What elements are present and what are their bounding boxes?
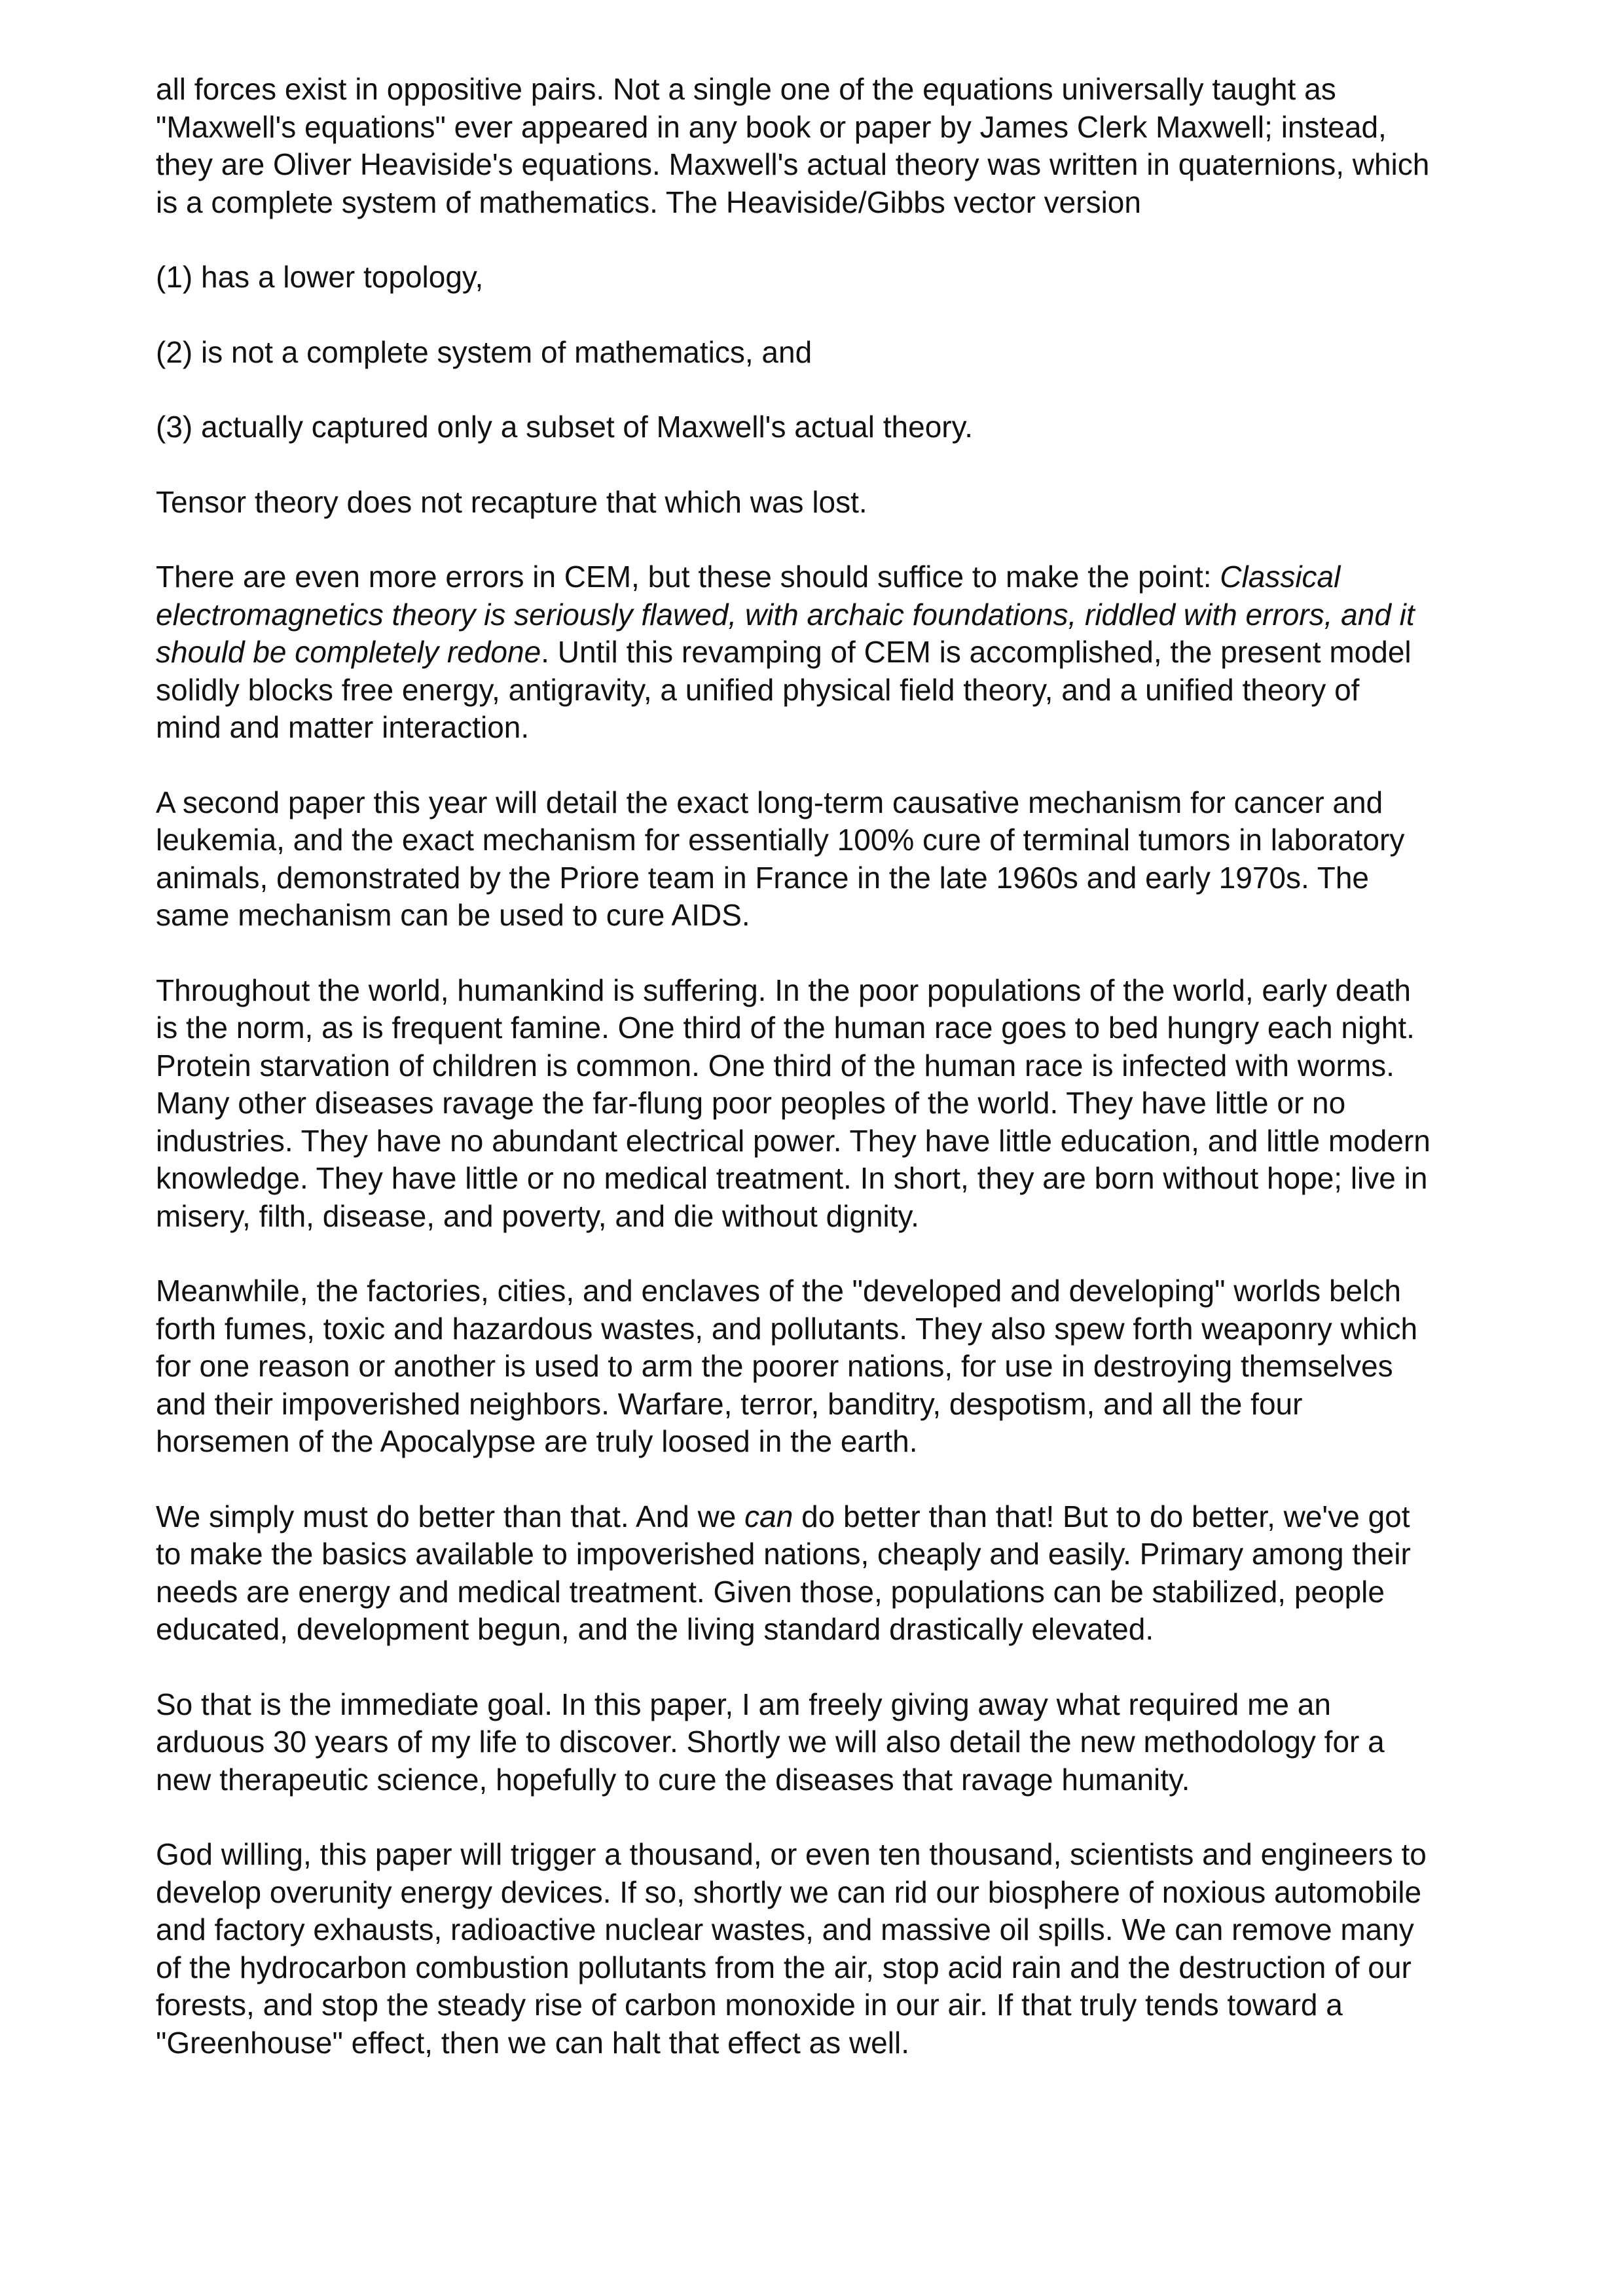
list-point-1 xyxy=(156,259,1550,296)
text-run: . Until this revamping of CEM is accomplished, the present model xyxy=(541,635,1412,669)
text-line: misery, filth, disease, and poverty, and die without dignity. xyxy=(156,1198,919,1233)
text-line: is a complete system of mathematics. The Heaviside/Gibbs vector version xyxy=(156,185,1141,219)
text-line: Throughout the world, humankind is suffering. In the poor populations of the world, early death xyxy=(156,973,1411,1007)
text-line: mind and matter interaction. xyxy=(156,710,530,744)
text-line: they are Oliver Heaviside's equations. Maxwell's actual theory was written in quaternions, which xyxy=(156,147,1430,181)
text-line xyxy=(156,634,1550,672)
paragraph-do-better xyxy=(156,1498,1550,1649)
text-line xyxy=(156,596,1550,634)
italic-emphasis: should be completely redone xyxy=(156,635,541,669)
text-line: A second paper this year will detail the exact long-term causative mechanism for cancer and xyxy=(156,785,1383,819)
italic-emphasis: can xyxy=(744,1499,793,1534)
text-run: There are even more errors in CEM, but these should suffice to make the point: xyxy=(156,560,1220,594)
text-line: and their impoverished neighbors. Warfare, terror, banditry, despotism, and all the four xyxy=(156,1386,1303,1421)
text-line xyxy=(156,558,1550,596)
text-line: (3) actually captured only a subset of Maxwell's actual theory. xyxy=(156,410,973,444)
paragraph-cem-errors xyxy=(156,558,1550,747)
italic-emphasis: electromagnetics theory is seriously flawed, with archaic foundations, riddled with errors, and it xyxy=(156,597,1415,632)
text-line: for one reason or another is used to arm the poorer nations, for use in destroying themselves xyxy=(156,1349,1393,1383)
text-line: develop overunity energy devices. If so, shortly we can rid our biosphere of noxious automobile xyxy=(156,1874,1422,1909)
text-line: Protein starvation of children is common. One third of the human race is infected with worms. xyxy=(156,1048,1395,1083)
text-line: industries. They have no abundant electrical power. They have little education, and little modern xyxy=(156,1123,1431,1158)
text-run: We simply must do better than that. And we xyxy=(156,1499,745,1534)
text-line: arduous 30 years of my life to discover. Shortly we will also detail the new methodology for a xyxy=(156,1725,1385,1759)
text-line: needs are energy and medical treatment. Given those, populations can be stabilized, people xyxy=(156,1574,1385,1609)
paragraph-second-paper xyxy=(156,784,1550,935)
text-run: do better than that! But to do better, we've got xyxy=(793,1499,1410,1534)
text-line: knowledge. They have little or no medical treatment. In short, they are born without hope; live in xyxy=(156,1161,1428,1195)
text-line: educated, development begun, and the living standard drastically elevated. xyxy=(156,1612,1154,1646)
text-line: horsemen of the Apocalypse are truly loosed in the earth. xyxy=(156,1424,918,1458)
list-point-2 xyxy=(156,334,1550,372)
paragraph-god-willing xyxy=(156,1836,1550,2062)
text-line: is the norm, as is frequent famine. One third of the human race goes to bed hungry each night. xyxy=(156,1011,1415,1045)
text-line: all forces exist in oppositive pairs. Not a single one of the equations universally taught as xyxy=(156,72,1336,106)
paragraph-tensor xyxy=(156,484,1550,522)
text-line: "Maxwell's equations" ever appeared in any book or paper by James Clerk Maxwell; instead, xyxy=(156,109,1387,144)
text-line: of the hydrocarbon combustion pollutants from the air, stop acid rain and the destruction of our xyxy=(156,1950,1412,1984)
text-line: Meanwhile, the factories, cities, and enclaves of the "developed and developing" worlds belch xyxy=(156,1274,1401,1308)
text-line: Tensor theory does not recapture that which was lost. xyxy=(156,484,867,519)
text-line: and factory exhausts, radioactive nuclear wastes, and massive oil spills. We can remove many xyxy=(156,1912,1414,1946)
text-line: to make the basics available to impoverished nations, cheaply and easily. Primary among their xyxy=(156,1537,1411,1571)
text-line: (1) has a lower topology, xyxy=(156,260,484,294)
text-line: So that is the immediate goal. In this paper, I am freely giving away what required me an xyxy=(156,1687,1331,1721)
text-line: God willing, this paper will trigger a thousand, or even ten thousand, scientists and engineers to xyxy=(156,1837,1427,1871)
text-line: leukemia, and the exact mechanism for essentially 100% cure of terminal tumors in laboratory xyxy=(156,823,1405,857)
text-line: new therapeutic science, hopefully to cure the diseases that ravage humanity. xyxy=(156,1762,1190,1797)
text-line: "Greenhouse" effect, then we can halt that effect as well. xyxy=(156,2025,909,2060)
paragraph-intro xyxy=(156,71,1550,221)
document-page xyxy=(156,71,1550,2062)
italic-emphasis: Classical xyxy=(1220,560,1341,594)
paragraph-meanwhile xyxy=(156,1272,1550,1461)
list-point-3 xyxy=(156,408,1550,446)
text-line xyxy=(156,1498,1550,1536)
text-line: forests, and stop the steady rise of carbon monoxide in our air. If that truly tends toward a xyxy=(156,1988,1343,2022)
text-line: animals, demonstrated by the Priore team in France in the late 1960s and early 1970s. The xyxy=(156,860,1369,895)
text-line: same mechanism can be used to cure AIDS. xyxy=(156,898,750,932)
paragraph-goal xyxy=(156,1686,1550,1799)
text-line: Many other diseases ravage the far-flung poor peoples of the world. They have little or no xyxy=(156,1086,1346,1120)
paragraph-suffering xyxy=(156,972,1550,1236)
text-line: forth fumes, toxic and hazardous wastes, and pollutants. They also spew forth weaponry which xyxy=(156,1311,1418,1346)
text-line: (2) is not a complete system of mathematics, and xyxy=(156,334,812,369)
text-line: solidly blocks free energy, antigravity, a unified physical field theory, and a unified theory of xyxy=(156,672,1360,707)
